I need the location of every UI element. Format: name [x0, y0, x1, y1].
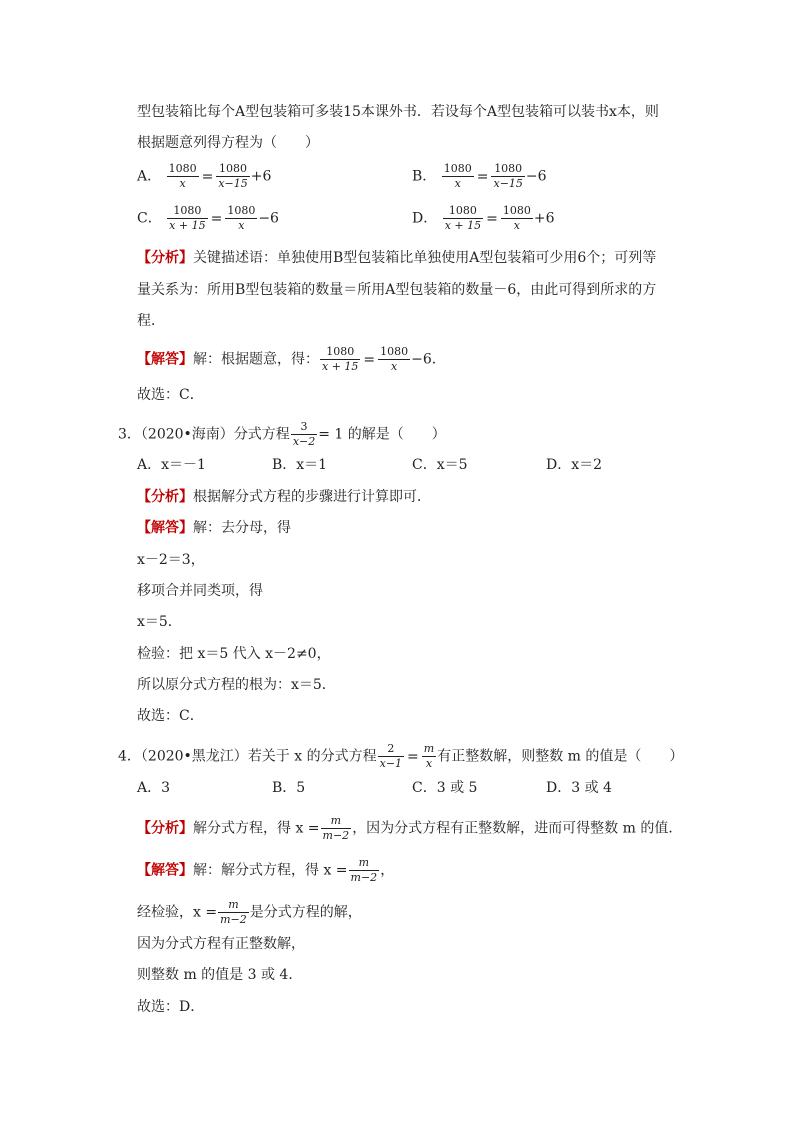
intro-line-2: 根据题意列得方程为（ ）: [137, 135, 319, 151]
q4-answer-line-1: 【解答】解：解分式方程，得 x = $\frac{m}{m-2}$ ，: [137, 856, 395, 884]
fraction-right: $\frac{1080}{x}$: [380, 345, 409, 373]
option-label: B．: [412, 168, 437, 185]
q4-answer-line-3: 因为分式方程有正整数解，: [137, 936, 305, 952]
q4-option-d: D．3 或 4: [546, 780, 612, 796]
q3-choice: 故选：C．: [137, 708, 204, 724]
q4-answer-line-2: 经检验，x = $\frac{m}{m-2}$ 是分式方程的解，: [137, 898, 362, 926]
answer-tag: 【解答】: [137, 520, 193, 536]
question-number: 3．: [118, 426, 141, 443]
q3-analysis: 【分析】根据解分式方程的步骤进行计算即可．: [137, 489, 431, 505]
q2-option-d: D． $\frac{1080}{x + 15}$ = $\frac{1080}{x}$ +6: [412, 204, 555, 232]
q3-answer-line-1: 【解答】解：去分母，得: [137, 520, 291, 536]
option-label: A．: [137, 168, 162, 185]
fraction-left: $\frac{1080}{x + 15}$: [444, 204, 482, 232]
q4-option-a: A．3: [137, 780, 171, 796]
fraction-right: $\frac{1080}{x}$: [227, 204, 256, 232]
q4-choice: 故选：D．: [137, 999, 205, 1015]
fraction: $\frac{m}{m-2}$: [322, 814, 350, 842]
question-source: （2020•黑龙江）: [140, 748, 248, 765]
q3-answer-line-4: x＝5．: [137, 614, 182, 630]
fraction: $\frac{m}{m-2}$: [350, 856, 378, 884]
q3-option-d: D．x＝2: [546, 457, 603, 473]
question-source: （2020•海南）: [140, 426, 234, 443]
fraction-right: $\frac{1080}{x}$: [502, 204, 531, 232]
analysis-tag: 【分析】: [137, 820, 193, 837]
fraction: $\frac{m}{m-2}$: [220, 898, 247, 926]
answer-tag: 【解答】: [137, 351, 193, 368]
q2-choice: 故选：C．: [137, 387, 204, 403]
fraction-left: $\frac{1080}{x}$: [443, 162, 472, 190]
question-number: 4．: [118, 748, 141, 765]
option-label: C．: [137, 210, 162, 227]
q4-option-c: C．3 或 5: [412, 780, 478, 796]
analysis-tag: 【分析】: [137, 489, 193, 505]
q3-answer-line-5: 检验：把 x＝5 代入 x－2≠0，: [137, 646, 331, 662]
analysis-tag: 【分析】: [137, 250, 193, 266]
intro-line-1: 型包装箱比每个A型包装箱可多装15本课外书．若设每个A型包装箱可以装书x本，则: [137, 104, 659, 120]
fraction-right: $\frac{1080}{x-15}$: [493, 162, 523, 190]
q2-answer: 【解答】解：根据题意，得： $\frac{1080}{x + 15}$ = $\frac{1080}{x}$ −6．: [137, 345, 446, 373]
q2-option-c: C． $\frac{1080}{x + 15}$ = $\frac{1080}{x}$ −6: [137, 204, 279, 232]
q4-answer-line-4: 则整数 m 的值是 3 或 4．: [137, 967, 303, 983]
fraction-left: $\frac{2}{x-1}$: [379, 742, 403, 770]
q4-analysis: 【分析】解分式方程，得 x = $\frac{m}{m-2}$ ，因为分式方程有正整数解，进而可得整数 m 的值．: [137, 814, 683, 842]
answer-tag: 【解答】: [137, 862, 193, 879]
q2-analysis-line-1: 【分析】关键描述语：单独使用B型包装箱比单独使用A型包装箱可少用6个；可列等: [137, 250, 657, 266]
fraction: $\frac{3}{x-2}$: [292, 420, 316, 448]
q2-analysis-line-3: 程．: [137, 313, 165, 329]
q3-answer-line-6: 所以原分式方程的根为：x＝5．: [137, 677, 336, 693]
q2-analysis-line-2: 量关系为：所用B型包装箱的数量＝所用A型包装箱的数量－6，由此可得到所求的方: [137, 282, 657, 298]
q2-option-a: A． $\frac{1080}{x}$ = $\frac{1080}{x-15}$ +6: [137, 162, 272, 190]
q3-stem: 3．（2020•海南）分式方程 $\frac{3}{x-2}$ = 1 的解是（ ）: [118, 420, 446, 448]
fraction-left: $\frac{1080}{x + 15}$: [322, 345, 359, 373]
q3-option-b: B．x＝1: [272, 457, 328, 473]
q3-answer-line-2: x－2＝3，: [137, 552, 205, 568]
q3-answer-line-3: 移项合并同类项，得: [137, 583, 263, 599]
q3-option-a: A．x＝－1: [137, 457, 206, 473]
q3-option-c: C．x＝5: [412, 457, 468, 473]
fraction-left: $\frac{1080}{x}$: [168, 162, 197, 190]
q2-option-b: B． $\frac{1080}{x}$ = $\frac{1080}{x-15}$ −6: [412, 162, 547, 190]
fraction-right: $\frac{m}{x}$: [423, 742, 435, 770]
q4-option-b: B．5: [272, 780, 306, 796]
fraction-left: $\frac{1080}{x + 15}$: [169, 204, 206, 232]
q4-stem: 4．（2020•黑龙江）若关于 x 的分式方程 $\frac{2}{x-1}$ = $\frac{m}{x}$ 有正整数解，则整数 m 的值是（ ）: [118, 742, 684, 770]
option-label: D．: [412, 210, 438, 227]
fraction-right: $\frac{1080}{x-15}$: [218, 162, 248, 190]
